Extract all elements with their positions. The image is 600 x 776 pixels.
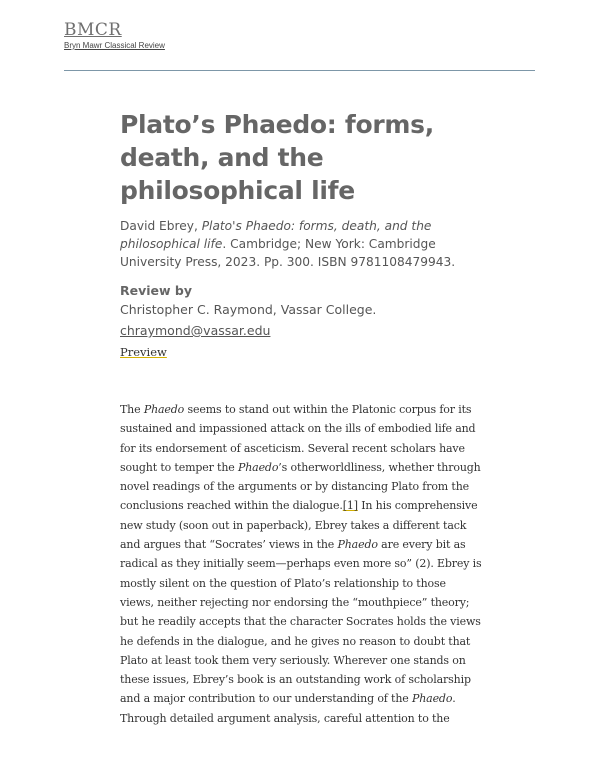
reviewer-name: Christopher C. Raymond, Vassar College. — [120, 302, 377, 317]
review-by-label: Review by — [120, 283, 193, 298]
bmcr-subtitle-link[interactable]: Bryn Mawr Classical Review — [64, 41, 165, 50]
body-text: . Through detailed argument analysis, careful attention to the — [120, 692, 456, 725]
body-italic-title: Phaedo — [143, 403, 185, 416]
citation-author: David Ebrey, — [120, 219, 202, 233]
body-text: In his comprehensive new study (soon out in paperback), Ebrey takes a different tack and argues that “Socrates’ views in the — [120, 499, 478, 552]
review-body — [120, 400, 482, 728]
body-text: ’s otherworldliness, whether through novel readings of the arguments or by distancing Plato from the conclusions reached within the dialogue. — [120, 460, 481, 513]
body-italic-title: Phaedo — [237, 460, 279, 474]
body-italic-title: Phaedo — [411, 692, 453, 706]
citation-book-title: Plato's Phaedo: forms, death, and the philosophical life — [120, 219, 432, 251]
bmcr-logo-link[interactable]: BMCR — [64, 20, 122, 40]
book-citation — [120, 217, 480, 271]
body-italic-title: Phaedo — [337, 538, 378, 552]
masthead — [64, 20, 165, 50]
header-divider — [64, 70, 535, 71]
page-title: Plato’s Phaedo: forms, death, and the philosophical life — [120, 110, 434, 205]
preview-link[interactable]: Preview — [120, 345, 167, 359]
body-text: seems to stand out within the Platonic corpus for its sustained and impassioned attack on the ills of embodied life and for its endorsement of asceticism. Several recent scholars have sought to temper the — [120, 403, 476, 474]
body-text: are every bit as radical as they initially seem—perhaps even more so” (2). Ebrey is mostly silent on the question of Plato’s relationship to those views, neither rejecting nor endorsing the “mouthpiece” theory; but he readily accepts that the character Socrates holds the views he defends in the dialogue, and he gives no reason to doubt that Plato at least took them very seriously. Wherever one stands on these issues, Ebrey’s book is an outstanding work of scholarship and a major contribution to our understanding of the — [120, 538, 482, 706]
body-text: The — [120, 403, 144, 416]
article-header — [120, 108, 480, 341]
reviewer-email-link[interactable]: chraymond@vassar.edu — [120, 323, 271, 338]
footnote-link-1[interactable]: [1] — [342, 499, 358, 513]
citation-publication: . Cambridge; New York: Cambridge University Press, 2023. Pp. 300. ISBN 9781108479943. — [120, 237, 456, 269]
